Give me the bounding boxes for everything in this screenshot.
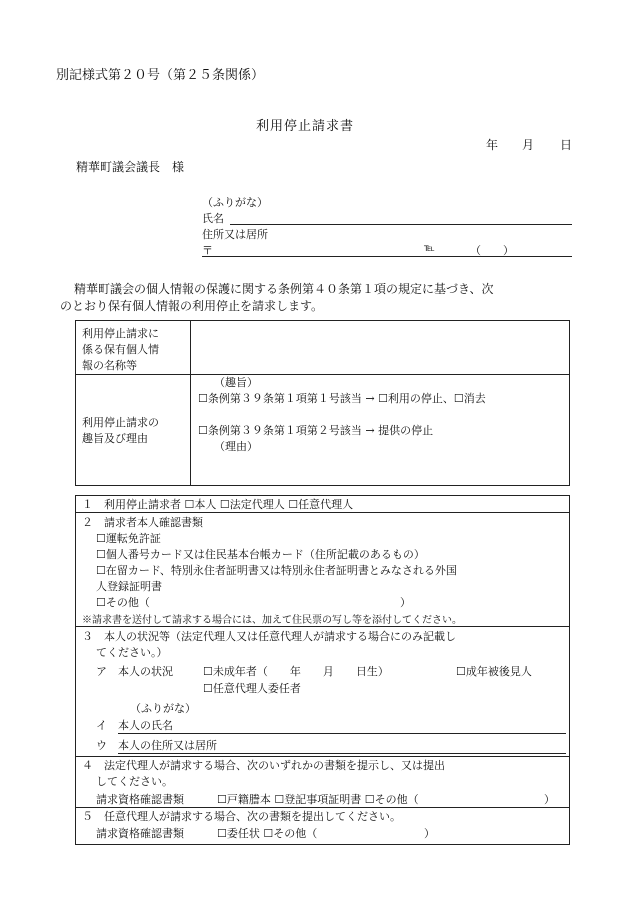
- purpose-option-1[interactable]: ☐条例第３９条第１項第１号該当 → ☐利用の停止、☐消去: [198, 392, 486, 405]
- id-doc-other[interactable]: ☐その他（: [96, 596, 150, 609]
- info-name-label-3: 報の名称等: [82, 359, 137, 372]
- purpose-reason-label-2: 趣旨及び理由: [82, 432, 148, 445]
- requester-name-line[interactable]: [230, 224, 572, 225]
- reason-heading: （理由）: [214, 440, 258, 453]
- form-number: 別記様式第２０号（第２５条関係）: [56, 68, 265, 83]
- section-4-title-1: ４ 法定代理人が請求する場合、次のいずれかの書類を提示し、又は提出: [82, 759, 445, 772]
- info-name-label-1: 利用停止請求に: [82, 327, 159, 340]
- id-doc-residence-card-cont: 人登録証明書: [96, 580, 162, 593]
- page-title: 利用停止請求書: [256, 119, 355, 134]
- principal-name-label: イ 本人の氏名: [96, 719, 173, 732]
- section-divider-1: [75, 512, 570, 513]
- legal-rep-docs-options[interactable]: ☐戸籍謄本 ☐登記事項証明書 ☐その他（: [217, 793, 419, 806]
- id-doc-drivers-license[interactable]: ☐運転免許証: [96, 532, 161, 545]
- section-5-title: ５ 任意代理人が請求する場合、次の書類を提出してください。: [82, 810, 401, 823]
- mail-request-note: ※請求書を送付して請求する場合には、加えて住民票の写し等を添付してください。: [82, 615, 462, 626]
- requester-furigana-label: （ふりがな）: [202, 196, 268, 209]
- section-1-requester-type[interactable]: １ 利用停止請求者 ☐本人 ☐法定代理人 ☐任意代理人: [82, 498, 354, 511]
- addressee: 精華町議会議長 様: [76, 160, 185, 174]
- date-year-label: 年: [486, 138, 499, 152]
- intro-line-2: のとおり保有個人情報の利用停止を請求します。: [60, 299, 324, 313]
- section-4-title-2: してください。: [96, 775, 173, 788]
- info-name-field[interactable]: [193, 323, 567, 372]
- tel-paren: （ ）: [470, 244, 514, 257]
- date-month-label: 月: [522, 138, 535, 152]
- id-doc-residence-card[interactable]: ☐在留カード、特別永住者証明書又は特別永住者証明書とみなされる外国: [96, 564, 457, 577]
- section-divider-2: [75, 626, 570, 627]
- agent-docs-label: 請求資格確認書類: [96, 827, 184, 840]
- principal-status-label: ア 本人の状況: [96, 665, 173, 678]
- section-3-title-1: ３ 本人の状況等（法定代理人又は任意代理人が請求する場合にのみ記載し: [82, 630, 456, 643]
- purpose-reason-label-1: 利用停止請求の: [82, 416, 159, 429]
- principal-furigana-label: （ふりがな）: [130, 702, 196, 715]
- info-name-label-2: 係る保有個人情: [82, 343, 159, 356]
- legal-rep-docs-close: ）: [544, 793, 555, 806]
- requester-name-label: 氏名: [202, 212, 224, 225]
- principal-agent-delegator-option[interactable]: ☐任意代理人委任者: [203, 682, 301, 695]
- principal-minor-option[interactable]: ☐未成年者（ 年 月 日生）: [203, 665, 389, 678]
- id-doc-mynumber-card[interactable]: ☐個人番号カード又は住民基本台帳カード（住所記載のあるもの）: [96, 548, 425, 561]
- postal-mark: 〒: [202, 244, 213, 257]
- requester-address-line[interactable]: [202, 256, 572, 257]
- intro-line-1: 精華町議会の個人情報の保護に関する条例第４０条第１項の規定に基づき、次: [74, 282, 494, 296]
- section-3-title-2: てください。）: [96, 646, 168, 659]
- id-doc-other-close: ）: [400, 596, 411, 609]
- principal-name-line[interactable]: [118, 733, 566, 734]
- purpose-option-2[interactable]: ☐条例第３９条第１項第２号該当 → 提供の停止: [198, 424, 434, 437]
- table1-row-divider: [75, 374, 570, 375]
- purpose-heading: （趣旨）: [214, 376, 258, 389]
- requester-address-label: 住所又は居所: [202, 228, 268, 241]
- section-2-title: ２ 請求者本人確認書類: [82, 516, 203, 529]
- agent-docs-close: ）: [424, 827, 435, 840]
- table1-divider: [190, 320, 191, 486]
- legal-rep-docs-label: 請求資格確認書類: [96, 793, 184, 806]
- agent-docs-options[interactable]: ☐委任状 ☐その他（: [217, 827, 318, 840]
- principal-address-line[interactable]: [118, 753, 566, 754]
- principal-adult-ward-option[interactable]: ☐成年被後見人: [456, 665, 532, 678]
- tel-mark: ℡: [424, 243, 435, 254]
- principal-address-label: ウ 本人の住所又は居所: [96, 739, 217, 752]
- date-day-label: 日: [560, 138, 573, 152]
